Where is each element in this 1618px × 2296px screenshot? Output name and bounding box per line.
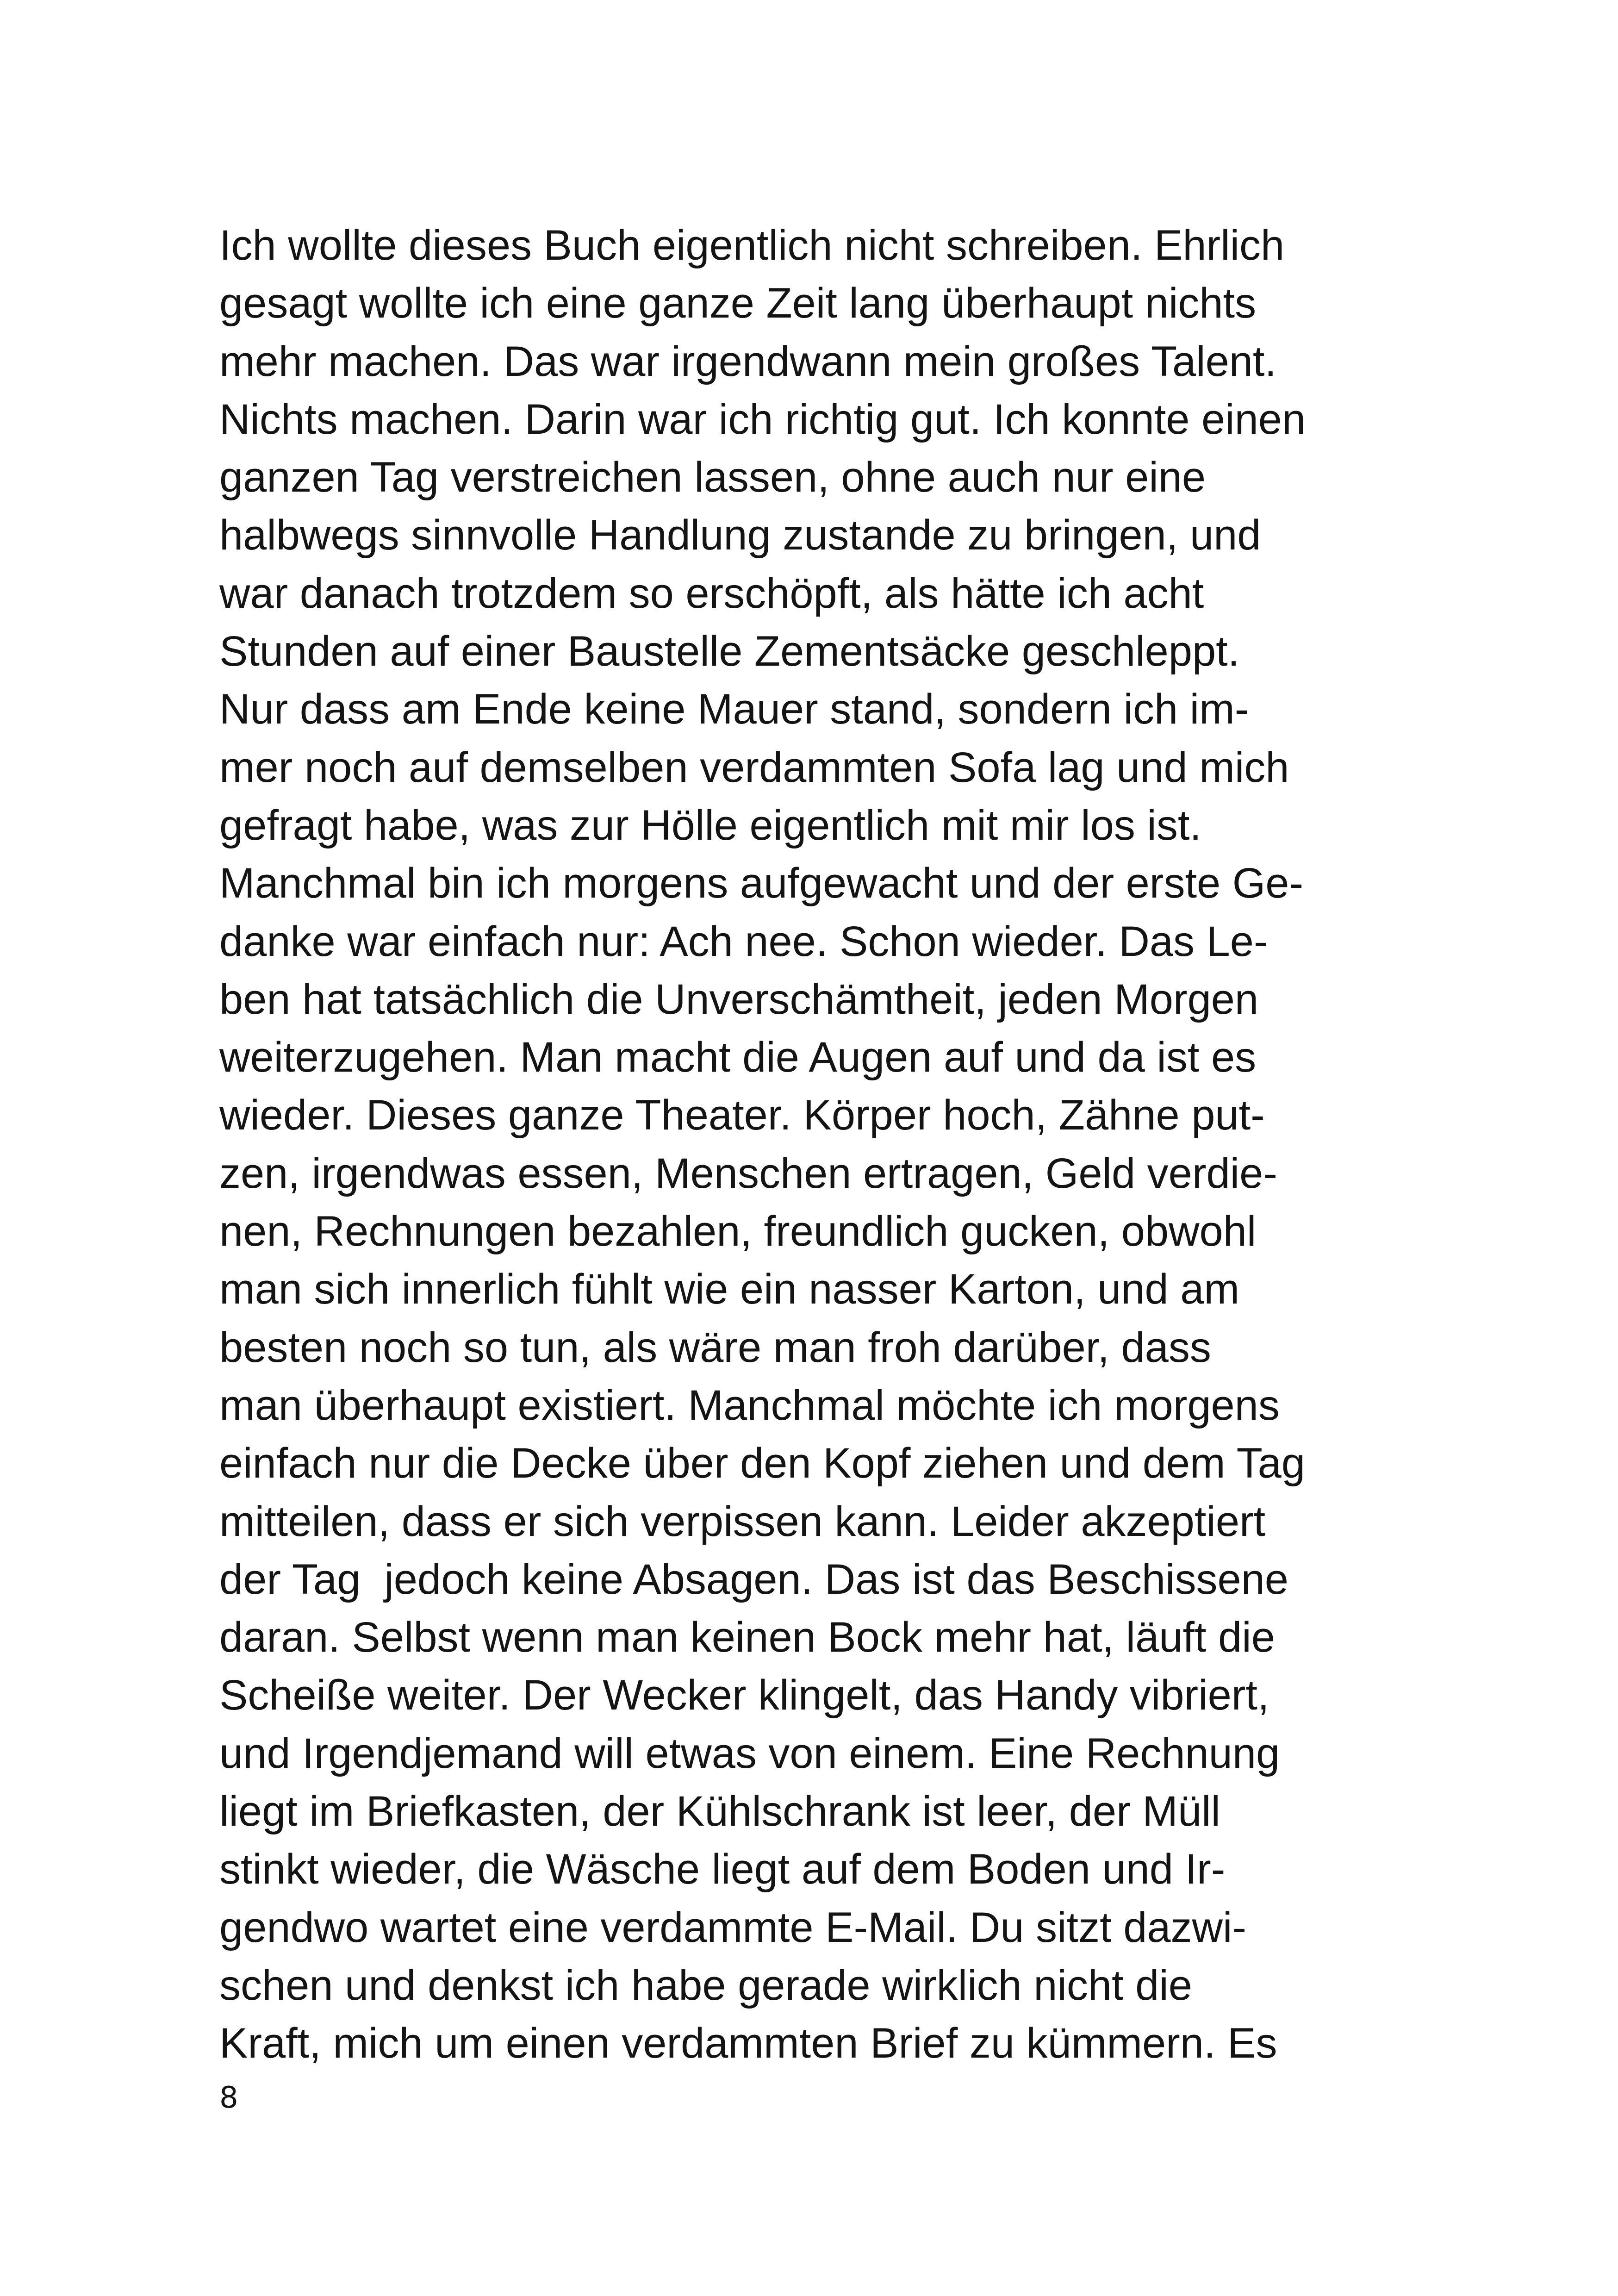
text-line: man sich innerlich fühlt wie ein nasser Karton, und am bbox=[219, 1266, 1240, 1313]
text-line: ben hat tatsächlich die Unverschämtheit, jeden Morgen bbox=[219, 975, 1259, 1023]
text-line: mer noch auf demselben verdammten Sofa lag und mich bbox=[219, 743, 1289, 791]
text-line: gesagt wollte ich eine ganze Zeit lang überhaupt nichts bbox=[219, 280, 1257, 327]
text-line: halbwegs sinnvolle Handlung zustande zu bringen, und bbox=[219, 512, 1261, 559]
text-line: man überhaupt existiert. Manchmal möchte ich morgens bbox=[219, 1381, 1280, 1429]
text-line: ganzen Tag verstreichen lassen, ohne auch nur eine bbox=[219, 454, 1206, 501]
text-line: gendwo wartet eine verdammte E-Mail. Du sitzt dazwi- bbox=[219, 1903, 1247, 1951]
text-line: mitteilen, dass er sich verpissen kann. Leider akzeptiert bbox=[219, 1497, 1266, 1545]
text-line: Nur dass am Ende keine Mauer stand, sondern ich im- bbox=[219, 686, 1249, 733]
body-text bbox=[219, 217, 1432, 2073]
text-line: weiterzugehen. Man macht die Augen auf und da ist es bbox=[219, 1034, 1257, 1081]
text-line: zen, irgendwas essen, Menschen ertragen, Geld verdie- bbox=[219, 1149, 1277, 1197]
text-line: daran. Selbst wenn man keinen Bock mehr hat, läuft die bbox=[219, 1614, 1275, 1661]
text-line: der Tag jedoch keine Absagen. Das ist das Beschissene bbox=[219, 1555, 1288, 1603]
text-line: danke war einfach nur: Ach nee. Schon wieder. Das Le- bbox=[219, 917, 1268, 965]
text-line: war danach trotzdem so erschöpft, als hätte ich acht bbox=[219, 569, 1204, 617]
text-line: Ich wollte dieses Buch eigentlich nicht schreiben. Ehrlich bbox=[219, 222, 1285, 269]
text-line: Manchmal bin ich morgens aufgewacht und der erste Ge- bbox=[219, 860, 1304, 907]
text-line: gefragt habe, was zur Hölle eigentlich mit mir los ist. bbox=[219, 801, 1201, 849]
text-line: schen und denkst ich habe gerade wirklich nicht die bbox=[219, 1961, 1192, 2009]
text-line: Kraft, mich um einen verdammten Brief zu kümmern. Es bbox=[219, 2020, 1277, 2067]
text-line: stinkt wieder, die Wäsche liegt auf dem Boden und Ir- bbox=[219, 1846, 1226, 1893]
page-number: 8 bbox=[219, 2081, 238, 2115]
text-line: nen, Rechnungen bezahlen, freundlich gucken, obwohl bbox=[219, 1208, 1257, 1255]
text-line: besten noch so tun, als wäre man froh darüber, dass bbox=[219, 1323, 1211, 1371]
text-line: Stunden auf einer Baustelle Zementsäcke geschleppt. bbox=[219, 628, 1240, 675]
text-line: Nichts machen. Darin war ich richtig gut. Ich konnte einen bbox=[219, 395, 1306, 443]
text-line: Scheiße weiter. Der Wecker klingelt, das Handy vibriert, bbox=[219, 1672, 1270, 1719]
text-line: liegt im Briefkasten, der Kühlschrank ist leer, der Müll bbox=[219, 1788, 1220, 1835]
text-line: und Irgendjemand will etwas von einem. Eine Rechnung bbox=[219, 1729, 1280, 1777]
text-line: mehr machen. Das war irgendwann mein großes Talent. bbox=[219, 337, 1277, 385]
text-line: wieder. Dieses ganze Theater. Körper hoch, Zähne put- bbox=[219, 1092, 1265, 1139]
text-line: einfach nur die Decke über den Kopf ziehen und dem Tag bbox=[219, 1440, 1305, 1487]
